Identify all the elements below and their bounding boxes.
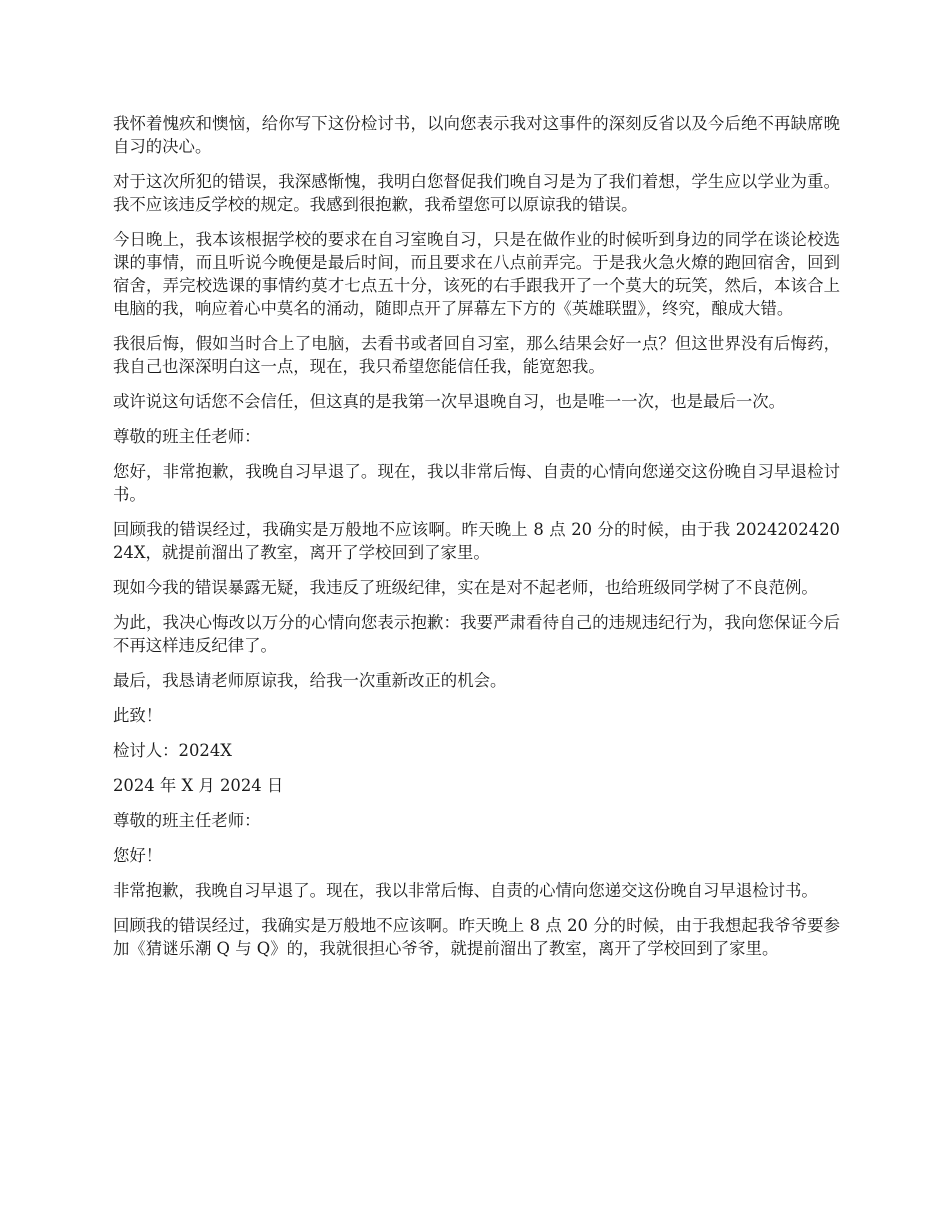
paragraph-greeting: 您好，非常抱歉，我晚自习早退了。现在，我以非常后悔、自责的心情向您递交这份晚自习早退检讨书。 xyxy=(113,462,840,504)
paragraph-violation: 现如今我的错误暴露无疑，我违反了班级纪律，实在是对不起老师，也给班级同学树了不良范例。 xyxy=(113,578,818,597)
paragraph-review-2: 回顾我的错误经过，我确实是万般地不应该啊。昨天晚上 8 点 20 分的时候，由于我想起我爷爷要参加《猜谜乐潮 Q 与 Q》的，我就很担心爷爷，就提前溜出了教室，离开了学校回到了家里。 xyxy=(113,916,840,958)
greeting-2: 您好！ xyxy=(113,846,163,865)
paragraph-regret: 我很后悔，假如当时合上了电脑，去看书或者回自习室，那么结果会好一点？但这世界没有后悔药，我自己也深深明白这一点，现在，我只希望您能信任我，能宽恕我。 xyxy=(113,334,840,376)
signature: 检讨人：2024X xyxy=(113,741,232,760)
salutation: 尊敬的班主任老师： xyxy=(113,427,261,446)
paragraph-incident: 今日晚上，我本该根据学校的要求在自习室晚自习，只是在做作业的时候听到身边的同学在谈论校选课的事情，而且听说今晚便是最后时间，而且要求在八点前弄完。于是我火急火燎的跑回宿舍，回到宿舍，弄完校选课的事情约莫才七点五十分，该死的右手跟我开了一个莫大的玩笑，然后，本该合上电脑的我，响应着心中莫名的涌动，随即点开了屏幕左下方的《英雄联盟》，终究，酿成大错。 xyxy=(113,230,840,318)
paragraph-request: 最后，我恳请老师原谅我，给我一次重新改正的机会。 xyxy=(113,671,507,690)
document-body xyxy=(113,112,840,972)
closing: 此致！ xyxy=(113,706,163,725)
paragraph-resolution: 为此，我决心悔改以万分的心情向您表示抱歉：我要严肃看待自己的违规违纪行为，我向您保证今后不再这样违反纪律了。 xyxy=(113,613,840,655)
paragraph-intro: 我怀着愧疚和懊恼，给你写下这份检讨书，以向您表示我对这事件的深刻反省以及今后绝不再缺席晚自习的决心。 xyxy=(113,114,840,156)
paragraph-promise: 或许说这句话您不会信任，但这真的是我第一次早退晚自习，也是唯一一次，也是最后一次。 xyxy=(113,392,786,411)
paragraph-review: 回顾我的错误经过，我确实是万般地不应该啊。昨天晚上 8 点 20 分的时候，由于我 202420242024X，就提前溜出了教室，离开了学校回到了家里。 xyxy=(113,520,840,562)
paragraph-apology: 对于这次所犯的错误，我深感惭愧，我明白您督促我们晚自习是为了我们着想，学生应以学业为重。我不应该违反学校的规定。我感到很抱歉，我希望您可以原谅我的错误。 xyxy=(113,172,840,214)
salutation-2: 尊敬的班主任老师： xyxy=(113,811,261,830)
date-line: 2024 年 X 月 2024 日 xyxy=(113,776,284,795)
paragraph-apology-2: 非常抱歉，我晚自习早退了。现在，我以非常后悔、自责的心情向您递交这份晚自习早退检讨书。 xyxy=(113,881,818,900)
